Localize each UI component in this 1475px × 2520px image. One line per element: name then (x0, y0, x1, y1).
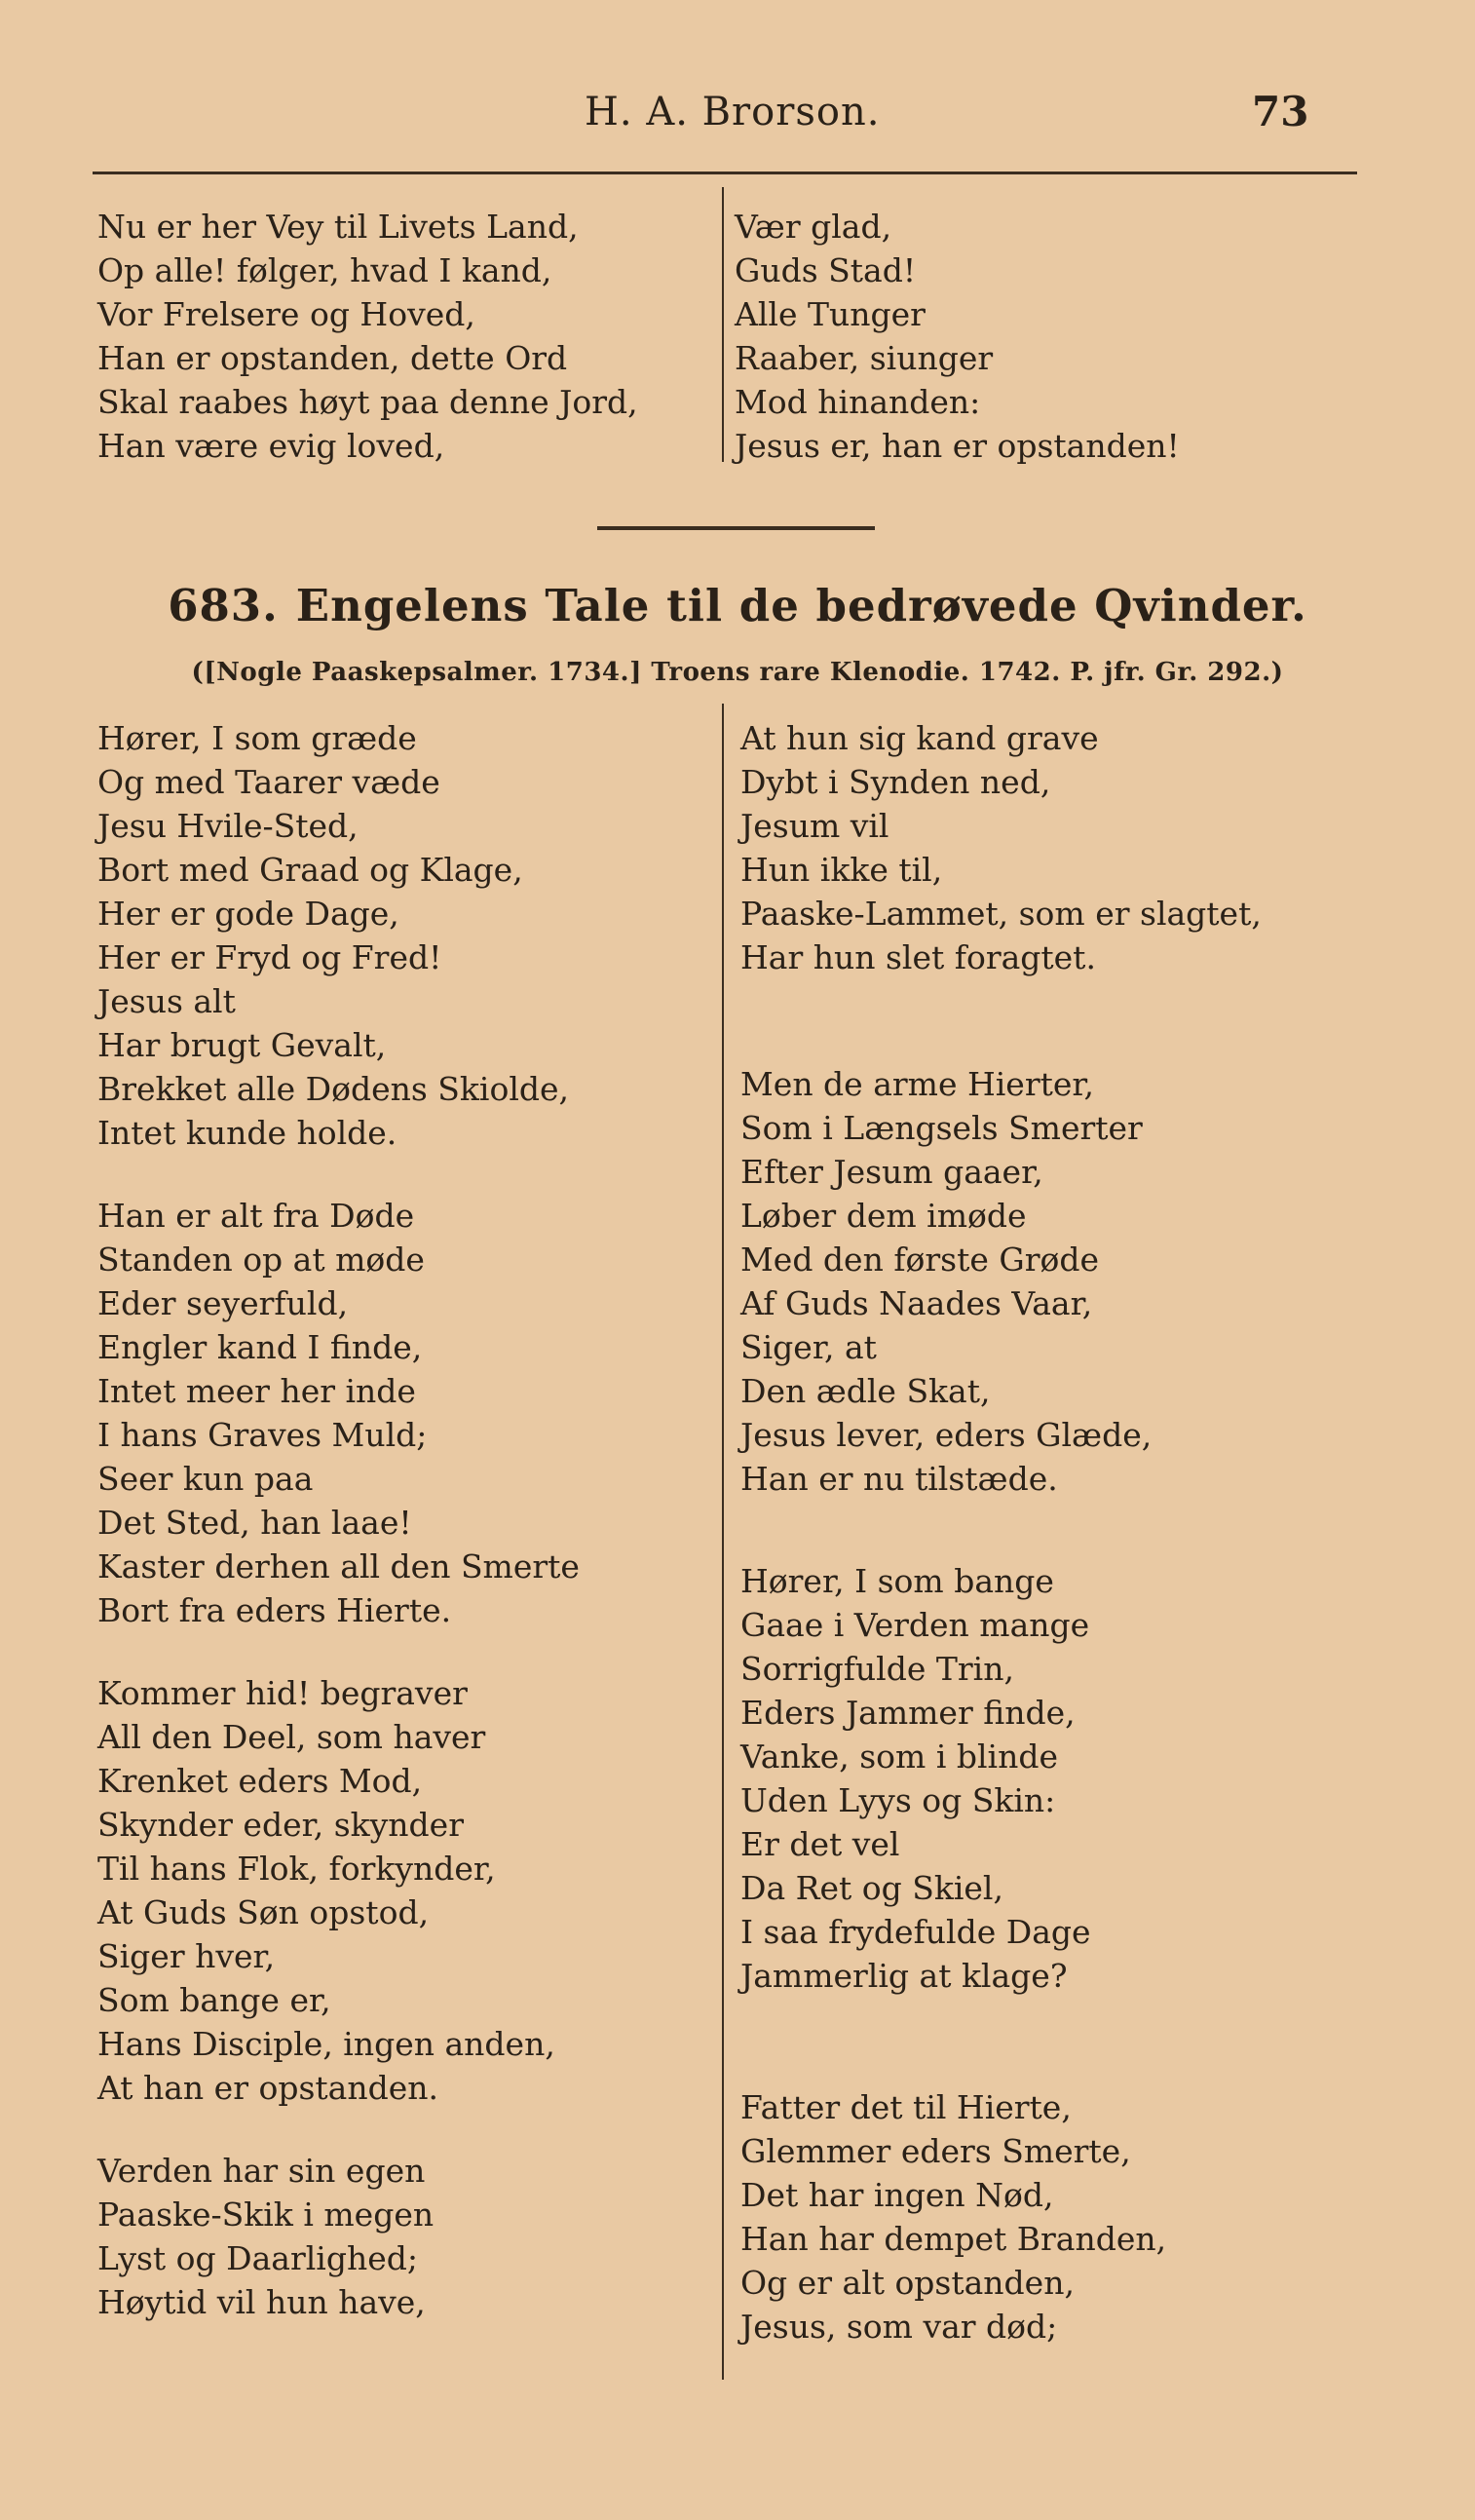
verse-line: Her er Fryd og Fred! (97, 938, 442, 976)
verse-line: Har brugt Gevalt, (97, 1026, 387, 1064)
verse-line: Brekket alle Dødens Skiolde, (97, 1070, 570, 1108)
verse-line: Men de arme Hierter, (740, 1065, 1095, 1103)
verse-line: Sorrigfulde Trin, (740, 1650, 1014, 1688)
verse-line: I saa frydefulde Dage (740, 1913, 1091, 1951)
verse-line: Han er alt fra Døde (97, 1197, 415, 1235)
verse-line: Uden Lyys og Skin: (740, 1781, 1056, 1819)
verse-line: Den ædle Skat, (740, 1372, 991, 1410)
verse-line: Op alle! følger, hvad I kand, (97, 251, 552, 289)
verse-line: Jesus, som var død; (740, 2308, 1058, 2346)
verse-line: Siger hver, (97, 1937, 276, 1975)
stanza (97, 1194, 580, 1632)
verse-line: Skynder eder, skynder (97, 1806, 464, 1844)
verse-line: Hører, I som bange (740, 1562, 1054, 1600)
verse-line: Og er alt opstanden, (740, 2264, 1075, 2302)
running-head: H. A. Brorson. (585, 90, 881, 134)
verse-line: Lyst og Daarlighed; (97, 2239, 418, 2277)
header-rule (93, 172, 1357, 174)
verse-line: Høytid vil hun have, (97, 2283, 426, 2321)
verse-line: Standen op at møde (97, 1241, 425, 1279)
hymn-heading (0, 580, 1475, 631)
verse-line: Det Sted, han laae! (97, 1504, 412, 1542)
verse-line: Jesus er, han er opstanden! (735, 427, 1180, 465)
verse-line: Mod hinanden: (735, 383, 981, 421)
verse-line: Vor Frelsere og Hoved, (97, 295, 475, 333)
verse-line: Paaske-Skik i megen (97, 2195, 435, 2234)
verse-line: Til hans Flok, forkynder, (97, 1850, 496, 1888)
verse-line: Som bange er, (97, 1981, 331, 2019)
stanza (740, 2085, 1262, 2348)
page-number: 73 (1252, 88, 1309, 135)
stanza (740, 716, 1262, 979)
verse-line: Intet kunde holde. (97, 1114, 397, 1152)
verse-line: Seer kun paa (97, 1460, 314, 1498)
verse-line: Guds Stad! (735, 251, 917, 289)
verse-line: Er det vel (740, 1825, 900, 1863)
stanza (97, 2149, 580, 2324)
verse-line: Hun ikke til, (740, 851, 943, 889)
verse-line: Eder seyerfuld, (97, 1284, 349, 1322)
continued-stanza-right (735, 205, 1180, 468)
verse-line: Løber dem imøde (740, 1197, 1027, 1235)
verse-line: Bort med Graad og Klage, (97, 851, 523, 889)
verse-line: At Guds Søn opstod, (97, 1893, 430, 1931)
verse-line: Kaster derhen all den Smerte (97, 1547, 580, 1585)
verse-line: Verden har sin egen (97, 2152, 426, 2190)
stanza (97, 716, 580, 1155)
verse-line: Da Ret og Skiel, (740, 1869, 1003, 1907)
verse-line: Kommer hid! begraver (97, 1674, 468, 1712)
stanza (97, 1671, 580, 2110)
column-divider-top (722, 187, 724, 462)
hymn-source: ([Nogle Paaskepsalmer. 1734.] Troens rare Klenodie. 1742. P. jfr. Gr. 292.) (191, 658, 1284, 687)
verse-line: I hans Graves Muld; (97, 1416, 428, 1454)
column-divider (722, 704, 724, 2380)
verse-line: At hun sig kand grave (740, 719, 1099, 757)
verse-line: Paaske-Lammet, som er slagtet, (740, 895, 1262, 933)
verse-line: Intet meer her inde (97, 1372, 416, 1410)
verse-line: All den Deel, som haver (97, 1718, 486, 1756)
verse-line: Gaae i Verden mange (740, 1606, 1090, 1644)
left-column (97, 716, 580, 2324)
verse-line: Jammerlig at klage? (740, 1957, 1068, 1995)
verse-line: Vær glad, (735, 208, 892, 246)
verse-line: Jesum vil (740, 807, 889, 845)
verse-line: Han være evig loved, (97, 427, 445, 465)
verse-line: Eders Jammer finde, (740, 1694, 1076, 1732)
verse-line: Krenket eders Mod, (97, 1762, 423, 1800)
verse-line: Med den første Grøde (740, 1241, 1100, 1279)
hymn-number: 683. (168, 580, 279, 631)
verse-line: Glemmer eders Smerte, (740, 2132, 1131, 2170)
stanza (740, 1062, 1262, 1501)
right-column (740, 716, 1262, 2348)
verse-line: Bort fra eders Hierte. (97, 1591, 452, 1629)
verse-line: Efter Jesum gaaer, (740, 1153, 1043, 1191)
verse-line: Hører, I som græde (97, 719, 417, 757)
stanza (740, 1559, 1262, 1998)
verse-line: At han er opstanden. (97, 2069, 438, 2107)
verse-line: Skal raabes høyt paa denne Jord, (97, 383, 638, 421)
verse-line: Jesus lever, eders Glæde, (740, 1416, 1153, 1454)
verse-line: Som i Længsels Smerter (740, 1109, 1143, 1147)
verse-line: Han er nu tilstæde. (740, 1460, 1058, 1498)
verse-line: Dybt i Synden ned, (740, 763, 1051, 801)
verse-line: Har hun slet foragtet. (740, 938, 1096, 976)
verse-line: Vanke, som i blinde (740, 1737, 1059, 1775)
hymn-title: Engelens Tale til de bedrøvede Qvinder. (295, 580, 1307, 631)
continued-stanza-left (97, 205, 638, 468)
verse-line: Og med Taarer væde (97, 763, 440, 801)
verse-line: Jesu Hvile-Sted, (97, 807, 359, 845)
verse-line: Han er opstanden, dette Ord (97, 339, 568, 377)
verse-line: Af Guds Naades Vaar, (740, 1284, 1093, 1322)
verse-line: Siger, at (740, 1328, 877, 1366)
verse-line: Her er gode Dage, (97, 895, 399, 933)
verse-line: Hans Disciple, ingen anden, (97, 2025, 555, 2063)
verse-line: Nu er her Vey til Livets Land, (97, 208, 579, 246)
verse-line: Det har ingen Nød, (740, 2176, 1054, 2214)
verse-line: Jesus alt (97, 982, 236, 1020)
verse-line: Han har dempet Branden, (740, 2220, 1167, 2258)
verse-line: Engler kand I finde, (97, 1328, 423, 1366)
verse-line: Fatter det til Hierte, (740, 2088, 1072, 2126)
verse-line: Raaber, siunger (735, 339, 994, 377)
section-rule (597, 526, 875, 530)
verse-line: Alle Tunger (735, 295, 926, 333)
